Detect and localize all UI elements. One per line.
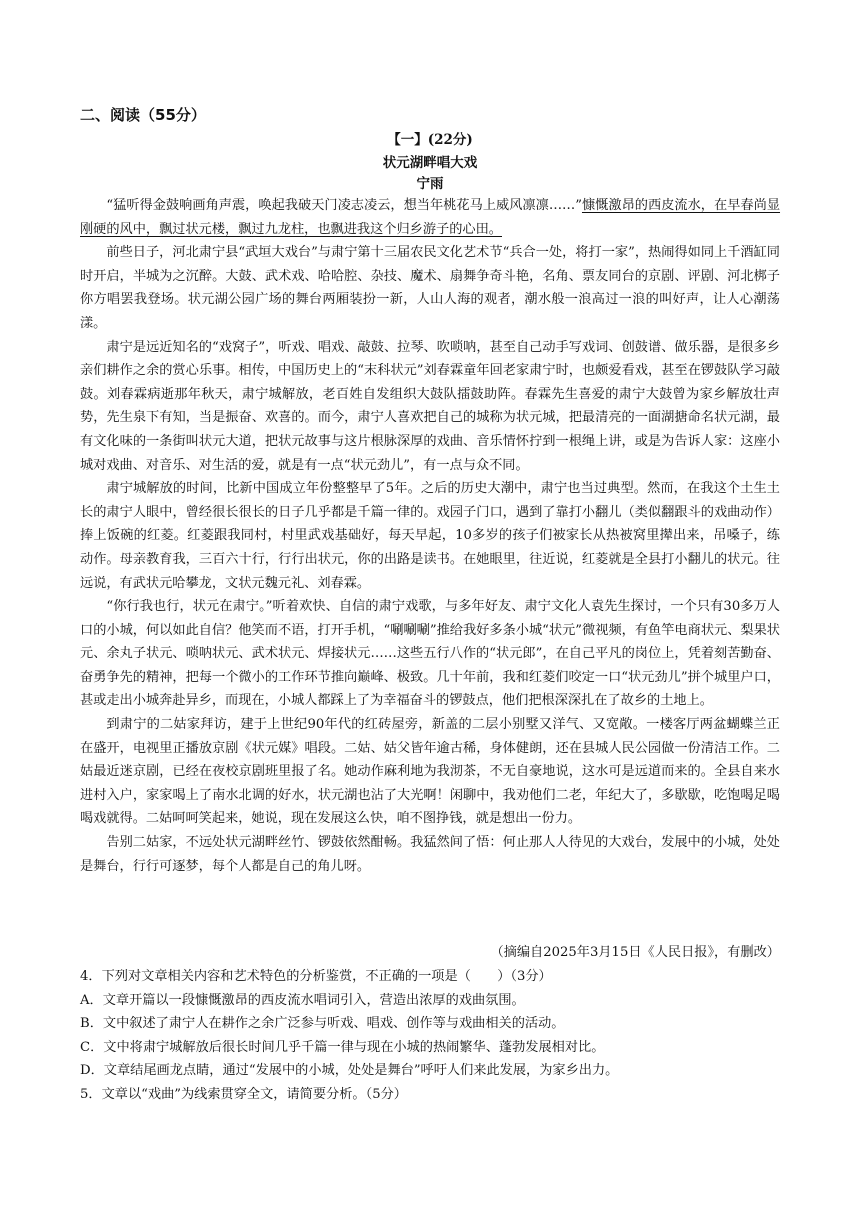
question-4-option-b: B．文中叙述了肃宁人在耕作之余广泛参与听戏、唱戏、创作等与戏曲相关的活动。 — [80, 1016, 565, 1032]
question-4-option-d: D．文章结尾画龙点睛，通过“发展中的小城，处处是舞台”呼吁人们来此发展，为家乡出力。 — [80, 1063, 619, 1079]
opera-lyrics: “猛听得金鼓响画角声震，唤起我破天门凌志凌云，想当年桃花马上威风凛凛……” — [106, 198, 582, 213]
question-4-option-c: C．文中将肃宁城解放后很长时间几乎千篇一律与现在小城的热闹繁华、蓬勃发展相对比。 — [80, 1039, 605, 1055]
question-4: 4．下列对文章相关内容和艺术特色的分析鉴赏，不正确的一项是（ ）（3分） — [80, 969, 552, 984]
passage-part-label: 【一】(22分) — [387, 132, 473, 148]
underlined-sentence: 慷慨激昂的西皮流水，在早春尚显刚硬的风中，飘过状元楼，飘过九龙柱，也飘进我这个归乡游子的心田。 — [80, 198, 781, 237]
paragraph-6: 到肃宁的二姑家拜访，建于上世纪90年代的红砖屋旁，新盖的二层小别墅又洋气、又宽敞。一楼客厅两盆蝴蝶兰正在盛开，电视里正播放京剧《状元媒》唱段。二姑、姑父皆年逾古稀，身体健朗，还在县城人民公园做一份清洁工作。二姑最近迷京剧，已经在夜校京剧班里报了名。她动作麻利地为我沏茶，不无自豪地说，这水可是远道而来的。全县自来水进村入户，家家喝上了南水北调的好水，状元湖也沾了大光啊！闲聊中，我劝他们二老，年纪大了，多歇歇，吃饱喝足喝喝戏就得。二姑呵呵笑起来，她说，现在发展这么快，咱不图挣钱，就是想出一份力。 — [80, 717, 780, 827]
section-title: 二、阅读（55分） — [80, 106, 206, 124]
paragraph-1 — [80, 194, 780, 241]
article-source: （摘编自2025年3月15日《人民日报》，有删改） — [490, 945, 780, 960]
question-4-option-a: A．文章开篇以一段慷慨激昂的西皮流水唱词引入，营造出浓厚的戏曲氛围。 — [80, 992, 525, 1008]
article-title: 状元湖畔唱大戏 — [382, 155, 478, 171]
article-body — [80, 194, 780, 878]
paragraph-5: “你行我也行，状元在肃宁。”听着欢快、自信的肃宁戏歌，与多年好友、肃宁文化人袁先生探讨，一个只有30多万人口的小城，何以如此自信？他笑而不语，打开手机，“唰唰唰”推给我好多条小城“状元”微视频，有鱼竿电商状元、梨果状元、余丸子状元、唢呐状元、武术状元、焊接状元……这些五行八作的“状元郎”，在自己平凡的岗位上，凭着刻苦勤奋、奋勇争先的精神，把每一个微小的工作环节推向巅峰、极致。几十年前，我和红菱们咬定一口“状元劲儿”拼个城里户口，甚或走出小城奔赴异乡，而现在，小城人都踩上了为幸福奋斗的锣鼓点，他们把根深深扎在了故乡的土地上。 — [80, 599, 780, 709]
paragraph-2: 前些日子，河北肃宁县“武垣大戏台”与肃宁第十三届农民文化艺术节“兵合一处，将打一家”，热闹得如同上千酒缸同时开启，半城为之沉醉。大鼓、武术戏、哈哈腔、杂技、魔术、扇舞争奇斗艳，名角、票友同台的京剧、评剧、河北梆子你方唱罢我登场。状元湖公园广场的舞台两厢装扮一新，人山人海的观者，潮水般一浪高过一浪的叫好声，让人心潮荡漾。 — [80, 245, 780, 331]
paragraph-3: 肃宁是远近知名的“戏窝子”，听戏、唱戏、敲鼓、拉琴、吹唢呐，甚至自己动手写戏词、创鼓谱、做乐器，是很多乡亲们耕作之余的赏心乐事。相传，中国历史上的“末科状元”刘春霖童年回老家肃宁时，也颇爱看戏，甚至在锣鼓队学习敲鼓。刘春霖病逝那年秋天，肃宁城解放，老百姓自发组织大鼓队擂鼓助阵。春霖先生喜爱的肃宁大鼓曾为家乡解放壮声势，先生泉下有知，当是振奋、欢喜的。而今，肃宁人喜欢把自己的城称为状元城，把最清亮的一面湖搪命名状元湖，最有文化味的一条街叫状元大道，把状元故事与这片根脉深厚的戏曲、音乐情怀拧到一根绳上讲，或是为告诉人家：这座小城对戏曲、对音乐、对生活的爱，就是有一点“状元劲儿”，有一点与众不同。 — [80, 339, 780, 473]
paragraph-4: 肃宁城解放的时间，比新中国成立年份整整早了5年。之后的历史大潮中，肃宁也当过典型。然而，在我这个土生土长的肃宁人眼中，曾经很长很长的日子几乎都是千篇一律的。戏园子门口，遇到了靠打小翻儿（类似翻跟斗的戏曲动作）捧上饭碗的红菱。红菱跟我同村，村里武戏基础好，每天早起，10多岁的孩子们被家长从热被窝里撵出来，吊嗓子，练动作。母亲教育我，三百六十行，行行出状元，你的出路是读书。在她眼里，往近说，红菱就是全县打小翻儿的状元。往远说，有武状元哈攀龙，文状元魏元礼、刘春霖。 — [80, 481, 780, 591]
questions — [80, 965, 780, 1107]
article-author: 宁雨 — [416, 176, 444, 192]
question-5: 5．文章以“戏曲”为线索贯穿全文，请简要分析。（5分） — [80, 1086, 407, 1102]
paragraph-7: 告别二姑家，不远处状元湖畔丝竹、锣鼓依然酣畅。我猛然间了悟：何止那人人待见的大戏台，发展中的小城，处处是舞台，行行可逐梦，每个人都是自己的角儿呀。 — [80, 835, 780, 874]
